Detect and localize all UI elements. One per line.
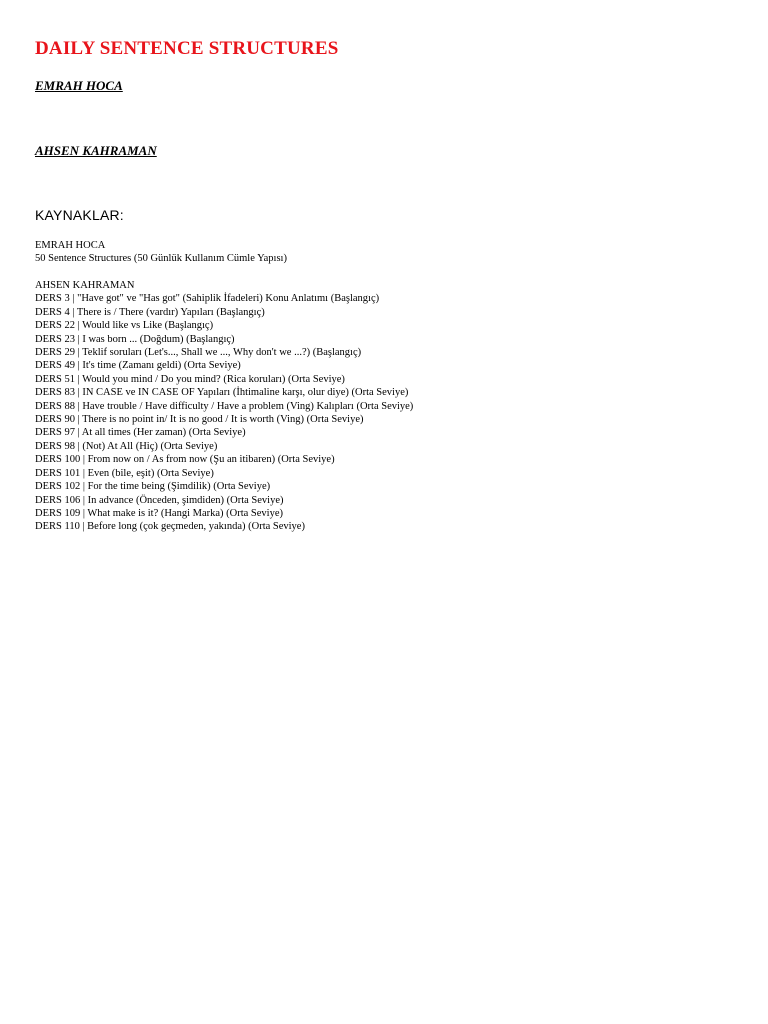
source-item: DERS 51 | Would you mind / Do you mind? (Rica koruları) (Orta Seviye) bbox=[35, 373, 345, 385]
author-link-emrah-hoca[interactable]: EMRAH HOCA bbox=[35, 78, 123, 93]
source-item: DERS 101 | Even (bile, eşit) (Orta Seviye) bbox=[35, 467, 214, 479]
source-item: 50 Sentence Structures (50 Günlük Kullanım Cümle Yapısı) bbox=[35, 253, 287, 265]
source-item: DERS 106 | In advance (Önceden, şimdiden) (Orta Seviye) bbox=[35, 494, 284, 506]
source-item: DERS 100 | From now on / As from now (Şu an itibaren) (Orta Seviye) bbox=[35, 454, 335, 466]
sources-heading: KAYNAKLAR: bbox=[35, 207, 124, 223]
source-item: DERS 4 | There is / There (vardır) Yapıları (Başlangıç) bbox=[35, 306, 265, 318]
source-item: DERS 83 | IN CASE ve IN CASE OF Yapıları (İhtimaline karşı, olur diye) (Orta Seviye) bbox=[35, 387, 409, 399]
source-group-emrah-hoca bbox=[35, 239, 755, 266]
document-title: DAILY SENTENCE STRUCTURES bbox=[35, 38, 339, 59]
source-item: DERS 49 | It's time (Zamanı geldi) (Orta Seviye) bbox=[35, 360, 241, 372]
source-item: DERS 22 | Would like vs Like (Başlangıç) bbox=[35, 320, 214, 332]
source-item: DERS 23 | I was born ... (Doğdum) (Başlangıç) bbox=[35, 333, 235, 345]
source-item: DERS 3 | "Have got" ve "Has got" (Sahiplik İfadeleri) Konu Anlatımı (Başlangıç) bbox=[35, 293, 380, 305]
source-item: DERS 109 | What make is it? (Hangi Marka) (Orta Seviye) bbox=[35, 507, 284, 519]
source-item: DERS 29 | Teklif soruları (Let's..., Shall we ..., Why don't we ...?) (Başlangıç) bbox=[35, 347, 362, 359]
source-item: DERS 110 | Before long (çok geçmeden, yakında) (Orta Seviye) bbox=[35, 521, 305, 533]
author-link-ahsen-kahraman[interactable]: AHSEN KAHRAMAN bbox=[35, 143, 157, 158]
source-item: DERS 98 | (Not) At All (Hiç) (Orta Seviye) bbox=[35, 440, 218, 452]
source-author: EMRAH HOCA bbox=[35, 240, 106, 251]
source-group-ahsen-kahraman bbox=[35, 279, 755, 534]
source-item: DERS 90 | There is no point in/ It is no good / It is worth (Ving) (Orta Seviye) bbox=[35, 414, 364, 426]
source-item: DERS 97 | At all times (Her zaman) (Orta Seviye) bbox=[35, 427, 246, 439]
source-author: AHSEN KAHRAMAN bbox=[35, 280, 135, 291]
source-item: DERS 88 | Have trouble / Have difficulty / Have a problem (Ving) Kalıpları (Orta Seviye) bbox=[35, 400, 414, 412]
source-item: DERS 102 | For the time being (Şimdilik) (Orta Seviye) bbox=[35, 481, 271, 493]
